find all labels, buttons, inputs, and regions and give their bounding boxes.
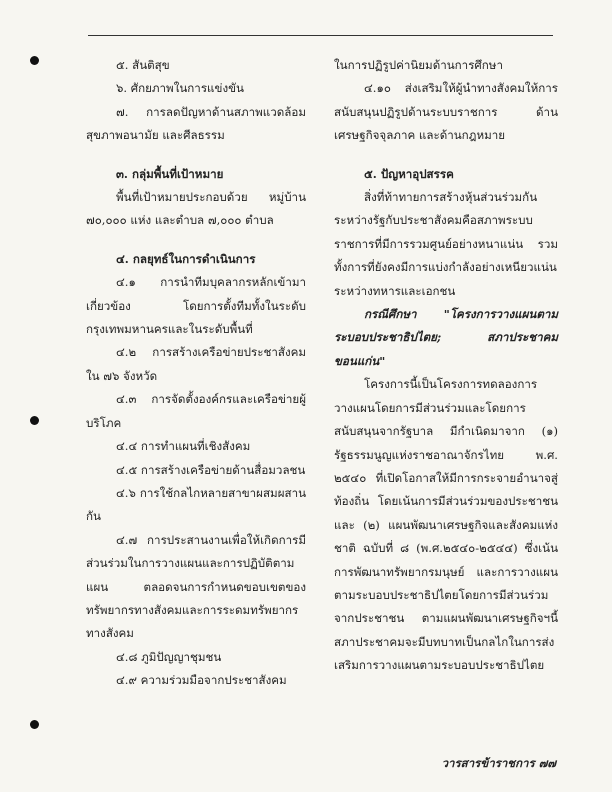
- paragraph: ๔.๖ การใช้กลไกหลายสาขาผสมผสานกัน: [86, 485, 306, 524]
- paragraph: ๔.๑ การนำทีมบุคลากรหลักเข้ามาเกี่ยวข้อง โดยการตั้งทีมทั้งในระดับกรุงเทพมหานครและในระดับพื้นที่: [86, 275, 306, 337]
- paragraph: ๔.๕ การสร้างเครือข่ายด้านสื่อมวลชน: [116, 462, 306, 477]
- left-column: [86, 54, 306, 693]
- paragraph: ๔.๙ ความร่วมมือจากประชาสังคม: [116, 673, 287, 688]
- paragraph: ๔.๓ การจัดตั้งองค์กรและเครือข่ายผู้บริโภค: [86, 392, 306, 430]
- paragraph: ในการปฏิรูปค่านิยมด้านการศึกษา: [334, 58, 503, 72]
- paragraph: ๔.๑๐ ส่งเสริมให้ผู้นำทางสังคมให้การสนับสนุนปฏิรูปด้านระบบราชการ ด้านเศรษฐกิจจุลภาค และด้านกฎหมาย: [334, 81, 558, 143]
- paragraph: ๕. สันติสุข: [116, 58, 170, 72]
- paragraph: ๔. กลยุทธ์ในการดำเนินการ: [116, 251, 256, 266]
- paragraph: ๗. การลดปัญหาด้านสภาพแวดล้อม สุขภาพอนามัย และศีลธรรม: [86, 104, 306, 143]
- paragraph: ๔.๒ การสร้างเครือข่ายประชาสังคมใน ๗๖ จังหวัด: [86, 345, 306, 383]
- paragraph: ๕. ปัญหาอุปสรรค: [364, 166, 454, 181]
- paragraph: ๔.๗ การประสานงานเพื่อให้เกิดการมีส่วนร่วมในการวางแผนและการปฏิบัติตามแผน ตลอดจนการกำหนดขอบเขตของทรัพยากรทางสังคมและการระดมทรัพยากรทางสังคม: [86, 532, 306, 641]
- paragraph: พื้นที่เป้าหมายประกอบด้วย หมู่บ้าน ๗๐,๐๐๐ แห่ง และตำบล ๗,๐๐๐ ตำบล: [86, 190, 306, 228]
- punch-hole-bottom: [30, 720, 39, 729]
- paragraph: ๖. ศักยภาพในการแข่งขัน: [116, 81, 244, 96]
- paragraph: โครงการนี้เป็นโครงการทดลองการวางแผนโดยการมีส่วนร่วมและโดยการสนับสนุนจากรัฐบาล มีกำเนิดมาจาก (๑) รัฐธรรมนูญแห่งราชอาณาจักรไทย พ.ศ. ๒๕๔๐ ที่เปิดโอกาสให้มีการกระจายอำนาจสู่ท้องถิ่น โดยเน้นการมีส่วนร่วมของประชาชน และ (๒) แผนพัฒนาเศรษฐกิจและสังคมแห่งชาติ ฉบับที่ ๘ (พ.ศ.๒๕๔๐-๒๕๔๔) ซึ่งเน้นการพัฒนาทรัพยากรมนุษย์ และการวางแผนตามระบอบประชาธิปไตยโดยการมีส่วนร่วมจากประชาชน ตามแผนพัฒนาเศรษฐกิจฯนี้ สภาประชาคมจะมีบทบาทเป็นกลไกในการส่งเสริมการวางแผนตามระบอบประชาธิปไตย: [334, 377, 558, 673]
- paragraph: สิ่งที่ท้าทายการสร้างหุ้นส่วนร่วมกันระหว่างรัฐกับประชาสังคมคือสภาพระบบราชการที่มีการรวมศูนย์อย่างหนาแน่น รวมทั้งการที่ยังคงมีการแบ่งกำลังอย่างเหนียวแน่นระหว่างทหารและเอกชน: [334, 190, 558, 298]
- paragraph: ๔.๔ การทำแผนที่เชิงสังคม: [116, 439, 251, 454]
- punch-hole-top: [30, 56, 39, 65]
- header-rule: [88, 35, 553, 36]
- paragraph: ๓. กลุ่มพื้นที่เป้าหมาย: [116, 166, 224, 181]
- paragraph: กรณีศึกษา "โครงการวางแผนตามระบอบประชาธิปไตย; สภาประชาคมขอนแก่น": [334, 307, 558, 368]
- paragraph: ๔.๘ ภูมิปัญญาชุมชน: [116, 649, 222, 664]
- punch-hole-middle: [30, 416, 39, 425]
- right-column: [334, 54, 558, 678]
- page-footer: วารสารข้าราชการ ๗๗: [441, 756, 556, 770]
